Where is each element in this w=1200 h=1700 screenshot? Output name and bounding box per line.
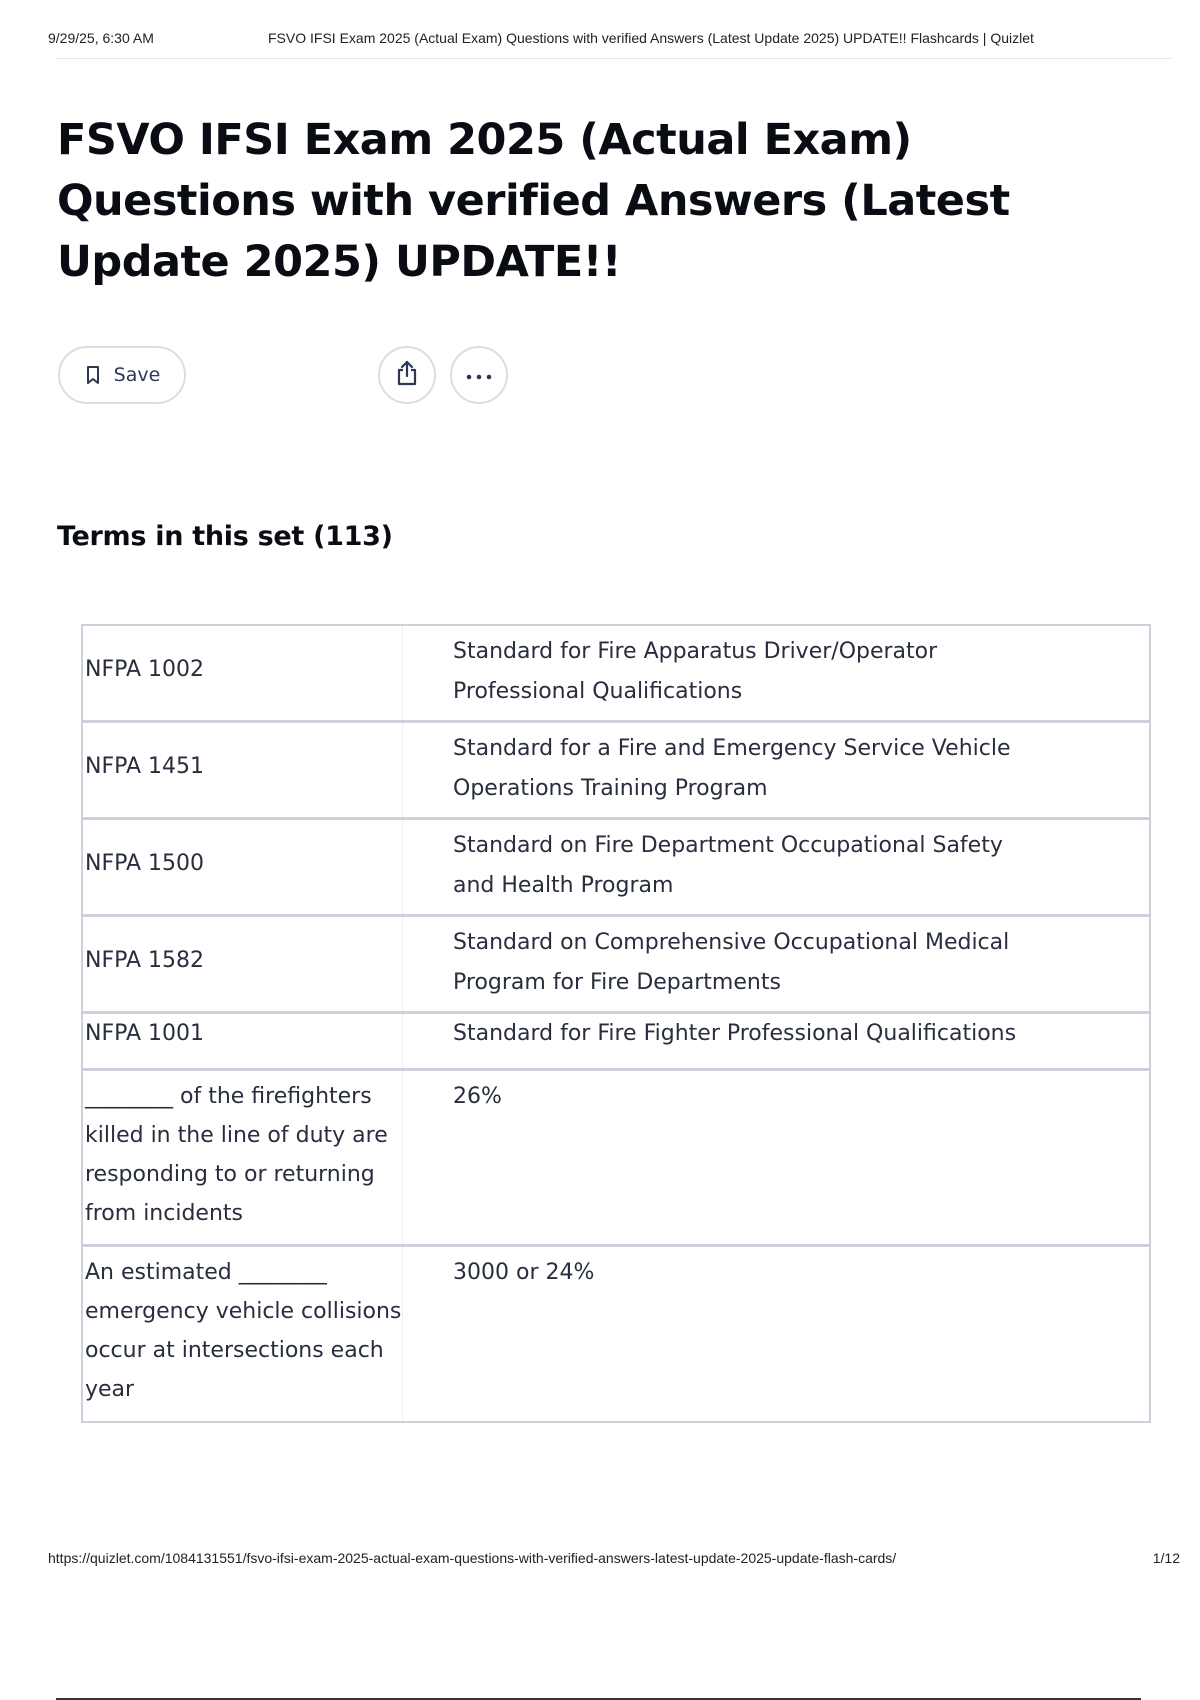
print-document-title: FSVO IFSI Exam 2025 (Actual Exam) Questions with verified Answers (Latest Update 2025) UPDATE!! Flashcards | Quizlet <box>268 30 1034 46</box>
more-options-button[interactable] <box>450 346 508 404</box>
term-text: NFPA 1001 <box>83 1014 403 1068</box>
definition-text: Standard on Comprehensive Occupational Medical Program for Fire Departments <box>453 930 1010 995</box>
term-row[interactable] <box>83 626 1149 723</box>
term-text: NFPA 1451 <box>83 723 403 817</box>
print-header <box>48 30 1152 50</box>
share-button[interactable] <box>378 346 436 404</box>
definition-text: Standard on Fire Department Occupational Safety and Health Program <box>453 833 1003 898</box>
term-text: NFPA 1500 <box>83 820 403 914</box>
terms-table <box>81 624 1151 1423</box>
term-text: NFPA 1002 <box>83 626 403 720</box>
share-icon <box>394 359 420 391</box>
page-title: FSVO IFSI Exam 2025 (Actual Exam) Questions with verified Answers (Latest Update 2025) UPDATE!! <box>57 115 1010 287</box>
save-button[interactable] <box>58 346 186 404</box>
term-row[interactable] <box>83 1014 1149 1071</box>
save-button-label: Save <box>113 364 161 386</box>
terms-heading: Terms in this set (113) <box>57 521 393 552</box>
print-url: https://quizlet.com/1084131551/fsvo-ifsi-exam-2025-actual-exam-questions-with-verified-answers-latest-update-2025-update-flash-cards/ <box>48 1550 897 1566</box>
term-text: ________ of the firefighters killed in the line of duty are responding to or returning from incidents <box>83 1071 403 1244</box>
more-icon <box>464 366 494 385</box>
header-divider <box>56 58 1172 59</box>
term-row[interactable] <box>83 820 1149 917</box>
definition-text: Standard for Fire Apparatus Driver/Operator Professional Qualifications <box>453 639 938 704</box>
definition-text: Standard for a Fire and Emergency Service Vehicle Operations Training Program <box>453 736 1011 801</box>
page-number: 1/12 <box>1152 1550 1180 1566</box>
term-text: NFPA 1582 <box>83 917 403 1011</box>
term-row[interactable] <box>83 917 1149 1014</box>
term-row[interactable] <box>83 1071 1149 1247</box>
definition-text: 26% <box>453 1084 502 1109</box>
definition-text: 3000 or 24% <box>453 1260 595 1285</box>
bookmark-icon <box>84 365 102 385</box>
print-date: 9/29/25, 6:30 AM <box>48 30 154 46</box>
term-row[interactable] <box>83 1247 1149 1421</box>
term-text: An estimated ________ emergency vehicle collisions occur at intersections each year <box>83 1247 403 1421</box>
definition-text: Standard for Fire Fighter Professional Qualifications <box>453 1021 1017 1046</box>
term-row[interactable] <box>83 723 1149 820</box>
